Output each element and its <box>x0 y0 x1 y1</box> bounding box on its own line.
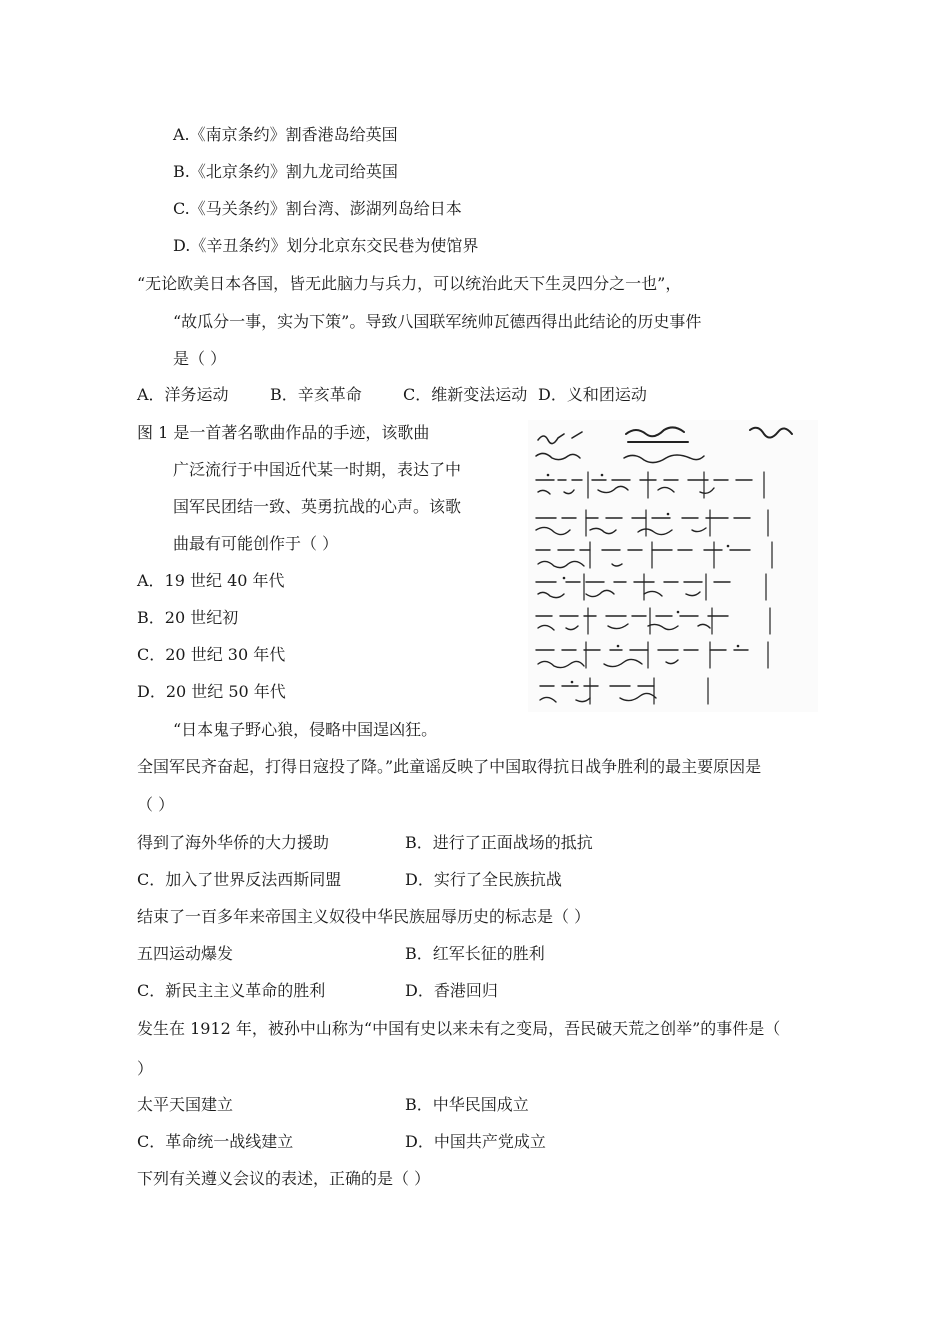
option-d[interactable]: D．实行了全民族抗战 <box>405 870 562 889</box>
question-stem: 全国军民齐奋起，打得日寇投了降。”此童谣反映了中国取得抗日战争胜利的最主要原因是 <box>137 757 762 776</box>
question-stem: 广泛流行于中国近代某一时期，表达了中 <box>173 460 462 479</box>
question-stem: ） <box>137 1059 154 1078</box>
option-a[interactable]: A．洋务运动 <box>137 385 229 404</box>
option-d[interactable]: D．20 世纪 50 年代 <box>137 682 286 701</box>
question-stem: “日本鬼子野心狼，侵略中国逞凶狂。 <box>173 720 438 739</box>
option-c[interactable]: C．新民主主义革命的胜利 <box>137 981 326 1000</box>
option-a[interactable]: A．19 世纪 40 年代 <box>137 571 285 590</box>
question-stem: 下列有关遵义会议的表述，正确的是（ ） <box>137 1169 431 1188</box>
option-a[interactable]: A.《南京条约》割香港岛给英国 <box>173 125 398 144</box>
option-b[interactable]: B．进行了正面战场的抵抗 <box>405 833 593 852</box>
option-c[interactable]: C．维新变法运动 <box>403 385 528 404</box>
question-stem: 图 1 是一首著名歌曲作品的手迹，该歌曲 <box>137 423 430 442</box>
question-stem: “无论欧美日本各国，皆无此脑力与兵力，可以统治此天下生灵四分之一也”， <box>137 274 682 293</box>
option-b[interactable]: B.《北京条约》割九龙司给英国 <box>173 162 398 181</box>
option-b[interactable]: B．辛亥革命 <box>270 385 362 404</box>
option-a[interactable]: 太平天国建立 <box>137 1095 234 1114</box>
option-b[interactable]: B．红军长征的胜利 <box>405 944 545 963</box>
option-c[interactable]: C．革命统一战线建立 <box>137 1132 294 1151</box>
option-a[interactable]: 得到了海外华侨的大力援助 <box>137 833 330 852</box>
question-stem: 发生在 1912 年，被孙中山称为“中国有史以来未有之变局，吾民破天荒之创举”的事件是（ <box>137 1019 781 1038</box>
music-score-image <box>528 420 818 712</box>
option-c[interactable]: C．加入了世界反法西斯同盟 <box>137 870 342 889</box>
option-b[interactable]: B．20 世纪初 <box>137 608 239 627</box>
question-stem: 是（ ） <box>173 349 227 368</box>
option-a[interactable]: 五四运动爆发 <box>137 944 234 963</box>
question-stem: 曲最有可能创作于（ ） <box>173 534 339 553</box>
question-stem: 国军民团结一致、英勇抗战的心声。该歌 <box>173 497 462 516</box>
option-d[interactable]: D.《辛丑条约》划分北京东交民巷为使馆界 <box>173 236 479 255</box>
option-b[interactable]: B．中华民国成立 <box>405 1095 529 1114</box>
option-c[interactable]: C．20 世纪 30 年代 <box>137 645 286 664</box>
question-stem: （ ） <box>137 795 175 814</box>
option-c[interactable]: C.《马关条约》割台湾、澎湖列岛给日本 <box>173 199 462 218</box>
option-d[interactable]: D．香港回归 <box>405 981 498 1000</box>
question-stem: “故瓜分一事，实为下策”。导致八国联军统帅瓦德西得出此结论的历史事件 <box>173 312 702 331</box>
question-stem: 结束了一百多年来帝国主义奴役中华民族屈辱历史的标志是（ ） <box>137 907 591 926</box>
option-d[interactable]: D．中国共产党成立 <box>405 1132 546 1151</box>
option-d[interactable]: D．义和团运动 <box>538 385 647 404</box>
